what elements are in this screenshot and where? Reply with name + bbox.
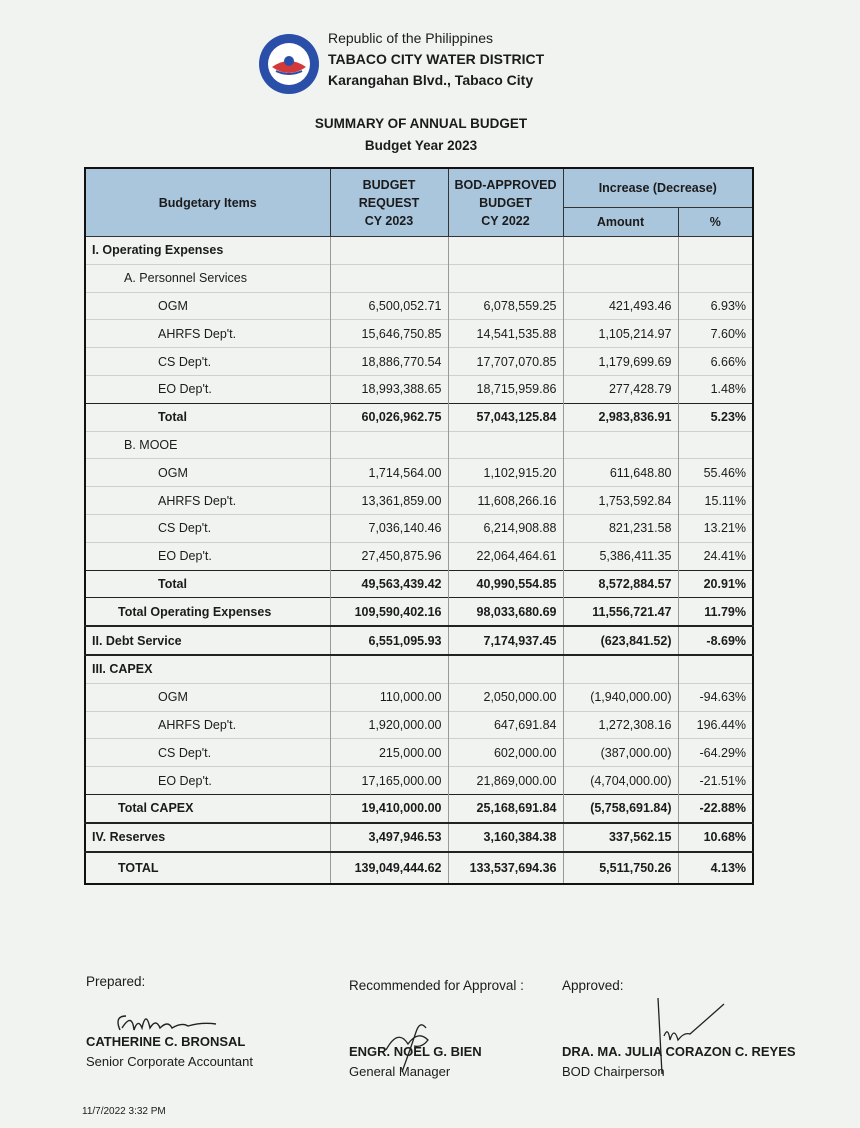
print-timestamp: 11/7/2022 3:32 PM: [82, 1106, 166, 1117]
percent-value: 24.41%: [678, 542, 753, 570]
bod-value: 17,707,070.85: [448, 348, 563, 376]
table-row: [85, 739, 753, 767]
row-label: A. Personnel Services: [85, 264, 330, 292]
amount-value: 1,753,592.84: [563, 487, 678, 515]
bod-value: 602,000.00: [448, 739, 563, 767]
table-row: [85, 852, 753, 884]
amount-value: 1,179,699.69: [563, 348, 678, 376]
bod-value: 18,715,959.86: [448, 375, 563, 403]
amount-value: [563, 655, 678, 683]
recommended-label: Recommended for Approval :: [349, 978, 524, 993]
amount-value: [563, 264, 678, 292]
percent-value: 196.44%: [678, 711, 753, 739]
request-value: 1,714,564.00: [330, 459, 448, 487]
row-label: B. MOOE: [85, 431, 330, 459]
bod-value: 40,990,554.85: [448, 570, 563, 598]
row-label: Total CAPEX: [85, 794, 330, 822]
table-row: [85, 598, 753, 626]
percent-value: 10.68%: [678, 823, 753, 852]
row-label: OGM: [85, 683, 330, 711]
row-label: Total: [85, 570, 330, 598]
row-label: EO Dep't.: [85, 767, 330, 795]
bod-value: 647,691.84: [448, 711, 563, 739]
request-value: 6,500,052.71: [330, 292, 448, 320]
percent-value: [678, 655, 753, 683]
prepared-role: Senior Corporate Accountant: [86, 1054, 253, 1069]
percent-value: [678, 264, 753, 292]
percent-value: -8.69%: [678, 626, 753, 655]
bod-value: [448, 655, 563, 683]
request-value: 3,497,946.53: [330, 823, 448, 852]
table-header-row: [85, 168, 753, 208]
amount-value: 337,562.15: [563, 823, 678, 852]
header-bod-line3: CY 2022: [481, 213, 530, 228]
table-row: [85, 655, 753, 683]
table-row: [85, 431, 753, 459]
row-label: OGM: [85, 292, 330, 320]
bod-value: 21,869,000.00: [448, 767, 563, 795]
request-value: 110,000.00: [330, 683, 448, 711]
table-row: [85, 403, 753, 431]
percent-value: 13.21%: [678, 514, 753, 542]
table-row: [85, 683, 753, 711]
header-bod-approved: [448, 168, 563, 237]
request-value: 27,450,875.96: [330, 542, 448, 570]
percent-value: 5.23%: [678, 403, 753, 431]
bod-value: 57,043,125.84: [448, 403, 563, 431]
percent-value: [678, 431, 753, 459]
request-value: 215,000.00: [330, 739, 448, 767]
request-value: 17,165,000.00: [330, 767, 448, 795]
header-req-line2: REQUEST: [358, 195, 420, 210]
row-label: EO Dep't.: [85, 375, 330, 403]
table-row: [85, 348, 753, 376]
percent-value: [678, 237, 753, 265]
request-value: 1,920,000.00: [330, 711, 448, 739]
table-row: [85, 711, 753, 739]
percent-value: 55.46%: [678, 459, 753, 487]
request-value: 15,646,750.85: [330, 320, 448, 348]
republic-line: Republic of the Philippines: [328, 30, 493, 46]
table-row: [85, 823, 753, 852]
amount-value: 277,428.79: [563, 375, 678, 403]
request-value: 49,563,439.42: [330, 570, 448, 598]
request-value: [330, 431, 448, 459]
percent-value: 15.11%: [678, 487, 753, 515]
request-value: [330, 264, 448, 292]
request-value: 6,551,095.93: [330, 626, 448, 655]
agency-header: [328, 28, 544, 91]
request-value: 18,886,770.54: [330, 348, 448, 376]
budget-table: [84, 167, 754, 885]
table-row: [85, 459, 753, 487]
percent-value: -22.88%: [678, 794, 753, 822]
amount-value: 821,231.58: [563, 514, 678, 542]
prepared-name: CATHERINE C. BRONSAL: [86, 1034, 246, 1049]
row-label: AHRFS Dep't.: [85, 320, 330, 348]
amount-value: 611,648.80: [563, 459, 678, 487]
percent-value: 11.79%: [678, 598, 753, 626]
table-row: [85, 794, 753, 822]
header-bod-line2: BUDGET: [479, 195, 532, 210]
bod-value: 2,050,000.00: [448, 683, 563, 711]
document-subtitle: Budget Year 2023: [364, 138, 478, 153]
bod-value: 14,541,535.88: [448, 320, 563, 348]
amount-value: 5,386,411.35: [563, 542, 678, 570]
header-budget-request: [330, 168, 448, 237]
amount-value: (387,000.00): [563, 739, 678, 767]
bod-value: [448, 431, 563, 459]
percent-value: 6.93%: [678, 292, 753, 320]
amount-value: 11,556,721.47: [563, 598, 678, 626]
prepared-signature-icon: [112, 1006, 222, 1040]
bod-value: 98,033,680.69: [448, 598, 563, 626]
row-label: OGM: [85, 459, 330, 487]
amount-value: (1,940,000.00): [563, 683, 678, 711]
row-label: EO Dep't.: [85, 542, 330, 570]
table-row: [85, 767, 753, 795]
bod-value: [448, 264, 563, 292]
percent-value: 6.66%: [678, 348, 753, 376]
bod-value: 133,537,694.36: [448, 852, 563, 884]
table-row: [85, 514, 753, 542]
row-label: IV. Reserves: [85, 823, 330, 852]
bod-value: 22,064,464.61: [448, 542, 563, 570]
amount-value: 1,272,308.16: [563, 711, 678, 739]
row-label: CS Dep't.: [85, 739, 330, 767]
approved-role: BOD Chairperson: [562, 1064, 665, 1079]
recommended-signature-icon: [378, 1010, 458, 1080]
bod-value: 6,214,908.88: [448, 514, 563, 542]
approved-label: Approved:: [562, 978, 624, 993]
header-bod-line1: BOD-APPROVED: [454, 177, 557, 192]
table-row: [85, 264, 753, 292]
amount-value: 2,983,836.91: [563, 403, 678, 431]
row-label: II. Debt Service: [85, 626, 330, 655]
table-row: [85, 487, 753, 515]
header-budgetary-items: Budgetary Items: [85, 168, 330, 237]
approved-signature-icon: [650, 996, 730, 1086]
approved-name: DRA. MA. JULIA CORAZON C. REYES: [562, 1044, 796, 1059]
amount-value: [563, 431, 678, 459]
request-value: 13,361,859.00: [330, 487, 448, 515]
amount-value: (4,704,000.00): [563, 767, 678, 795]
request-value: [330, 237, 448, 265]
amount-value: 421,493.46: [563, 292, 678, 320]
table-row: [85, 542, 753, 570]
table-row: [85, 570, 753, 598]
row-label: I. Operating Expenses: [85, 237, 330, 265]
document-title: SUMMARY OF ANNUAL BUDGET: [314, 116, 528, 131]
bod-value: 6,078,559.25: [448, 292, 563, 320]
percent-value: 1.48%: [678, 375, 753, 403]
bod-value: 25,168,691.84: [448, 794, 563, 822]
request-value: 18,993,388.65: [330, 375, 448, 403]
row-label: CS Dep't.: [85, 514, 330, 542]
percent-value: 4.13%: [678, 852, 753, 884]
bod-value: 3,160,384.38: [448, 823, 563, 852]
header-percent: %: [678, 208, 753, 237]
percent-value: -94.63%: [678, 683, 753, 711]
budget-table-body: [85, 237, 753, 884]
recommended-name: ENGR. NOEL G. BIEN: [349, 1044, 482, 1059]
document-titles: [0, 113, 860, 157]
request-value: [330, 655, 448, 683]
percent-value: -21.51%: [678, 767, 753, 795]
row-label: CS Dep't.: [85, 348, 330, 376]
amount-value: 1,105,214.97: [563, 320, 678, 348]
table-row: [85, 292, 753, 320]
percent-value: 20.91%: [678, 570, 753, 598]
row-label: Total Operating Expenses: [85, 598, 330, 626]
recommended-role: General Manager: [349, 1064, 451, 1079]
header-increase: Increase (Decrease): [563, 168, 753, 208]
table-row: [85, 626, 753, 655]
request-value: 7,036,140.46: [330, 514, 448, 542]
amount-value: (623,841.52): [563, 626, 678, 655]
request-value: 139,049,444.62: [330, 852, 448, 884]
amount-value: (5,758,691.84): [563, 794, 678, 822]
table-row: [85, 375, 753, 403]
row-label: AHRFS Dep't.: [85, 711, 330, 739]
table-row: [85, 320, 753, 348]
request-value: 19,410,000.00: [330, 794, 448, 822]
percent-value: -64.29%: [678, 739, 753, 767]
bod-value: 7,174,937.45: [448, 626, 563, 655]
row-label: AHRFS Dep't.: [85, 487, 330, 515]
percent-value: 7.60%: [678, 320, 753, 348]
bod-value: 11,608,266.16: [448, 487, 563, 515]
agency-name: TABACO CITY WATER DISTRICT: [328, 51, 545, 67]
request-value: 109,590,402.16: [330, 598, 448, 626]
agency-address: Karangahan Blvd., Tabaco City: [328, 72, 534, 88]
amount-value: 5,511,750.26: [563, 852, 678, 884]
request-value: 60,026,962.75: [330, 403, 448, 431]
header-req-line1: BUDGET: [362, 177, 416, 192]
bod-value: [448, 237, 563, 265]
header-req-line3: CY 2023: [364, 213, 414, 228]
amount-value: [563, 237, 678, 265]
prepared-label: Prepared:: [86, 974, 146, 989]
row-label: TOTAL: [85, 852, 330, 884]
water-district-logo: [258, 33, 320, 95]
header-amount: Amount: [563, 208, 678, 237]
bod-value: 1,102,915.20: [448, 459, 563, 487]
amount-value: 8,572,884.57: [563, 570, 678, 598]
row-label: Total: [85, 403, 330, 431]
row-label: III. CAPEX: [85, 655, 330, 683]
table-row: [85, 237, 753, 265]
